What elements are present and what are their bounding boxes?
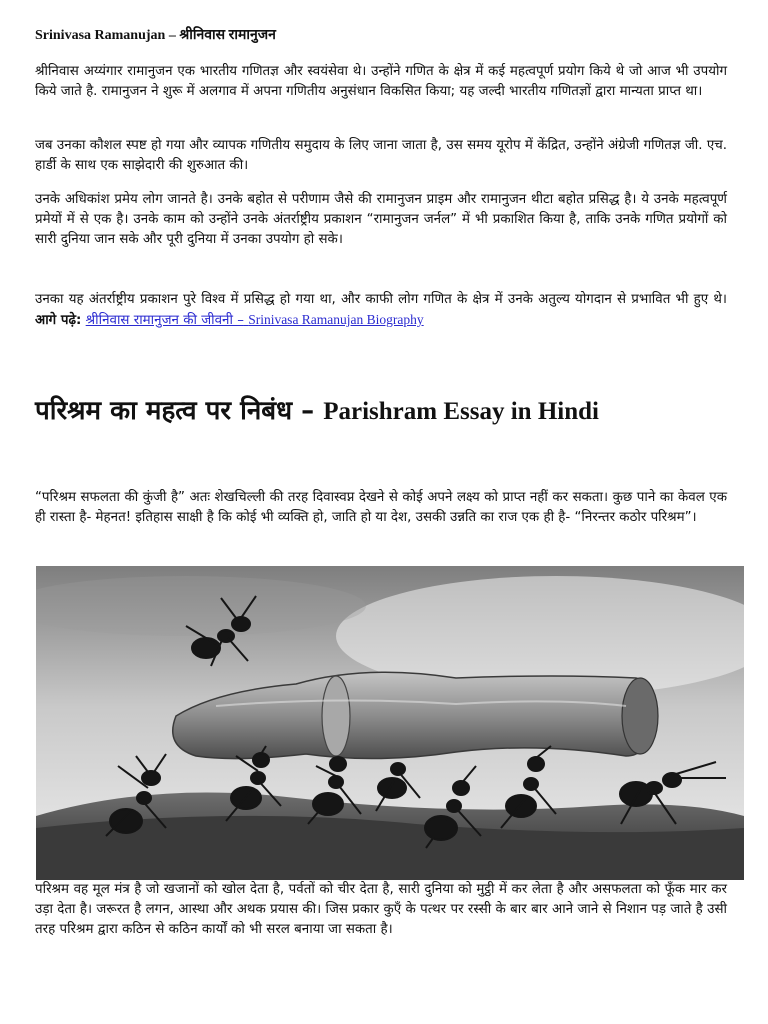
biography-link[interactable] <box>86 313 424 328</box>
essay-intro-paragraph: “परिश्रम सफलता की कुंजी है” अतः शेखचिल्ली की तरह दिवास्वप्न देखने से कोई अपने लक्ष्य को प्राप्त नहीं कर सकता। कुछ पाने का केवल एक ही रास्ता है- मेहनत! इतिहास साक्षी है कि कोई भी व्यक्ति हो, जाति हो या देश, उसकी उन्नति का राज एक ही है- “निरन्तर कठोर परिश्रम”। <box>35 490 727 525</box>
photo-illustration <box>36 566 744 880</box>
essay-title-latin: Parishram Essay in Hindi <box>323 398 599 425</box>
heading-latin: Srinivasa Ramanujan <box>35 28 166 43</box>
section-heading <box>35 26 735 46</box>
intro-paragraph: श्रीनिवास अय्यंगार रामानुजन एक भारतीय गणितज्ञ और स्वयंसेवा थे। उन्होंने गणित के क्षेत्र में कई महत्वपूर्ण प्रयोग किये थे जो आज भी उपयोग किये जाते है. रामानुजन ने शुरू में अलगाव में अपना गणितीय अनुसंधान विकसित किया; यह जल्दी भारतीय गणितज्ञों द्वारा मान्यता प्राप्त था। <box>35 64 727 99</box>
essay-title-hindi: परिश्रम का महत्व पर निबंध – <box>35 396 315 426</box>
theorems-paragraph: उनके अधिकांश प्रमेय लोग जानते है। उनके बहोत से परीणाम जैसे की रामानुजन प्राइम और रामानुजन थीटा बहोत प्रसिद्ध है। ये उनके महत्वपूर्ण प्रमेयों में से एक है। उनके काम को उन्होंने उनके अंतर्राष्ट्रीय प्रकाशन “रामानुजन जर्नल” में भी प्रकाशित किया है, ताकि उनके गणित प्रयोगों को सारी दुनिया जान सके और पूरी दुनिया में उनका उपयोग हो सके। <box>35 192 727 247</box>
ants-carrying-log-photo <box>36 566 744 880</box>
biography-link-hindi[interactable]: श्रीनिवास रामानुजन की जीवनी – <box>85 313 244 328</box>
heading-dash: – <box>168 28 176 43</box>
publication-text: उनका यह अंतर्राष्ट्रीय प्रकाशन पुरे विश्व में प्रसिद्ध हो गया था, और काफी लोग गणित के क्षेत्र में उनके अतुल्य योगदान से प्रभावित भी हुए थे। <box>35 292 727 307</box>
essay-body-paragraph: परिश्रम वह मूल मंत्र है जो खजानों को खोल देता है, पर्वतों को चीर देता है, सारी दुनिया को मुट्ठी में कर लेता है और असफलता को फूँक मार कर उड़ा देता है। जरूरत है लगन, आस्था और अथक प्रयास की। जिस प्रकार कुएँ के पत्थर पर रस्सी के बार बार आने जाने से निशान पड़ जाते है उसी तरह परिश्रम द्वारा कठिन से कठिन कार्यों को भी सरल बनाया जा सकता है। <box>35 882 727 937</box>
heading-hindi: श्रीनिवास रामानुजन <box>179 28 276 43</box>
publication-paragraph <box>35 290 727 331</box>
hardy-paragraph: जब उनका कौशल स्पष्ट हो गया और व्यापक गणितीय समुदाय के लिए जाना जाता है, उस समय यूरोप में केंद्रित, उन्होंने अंग्रेजी गणितज्ञ जी. एच. हार्डी के साथ एक साझेदारी की शुरुआत की। <box>35 138 727 173</box>
read-more-label: आगे पढ़े: <box>35 313 82 328</box>
essay-title <box>35 392 740 431</box>
biography-link-latin[interactable]: Srinivasa Ramanujan Biography <box>248 312 424 327</box>
